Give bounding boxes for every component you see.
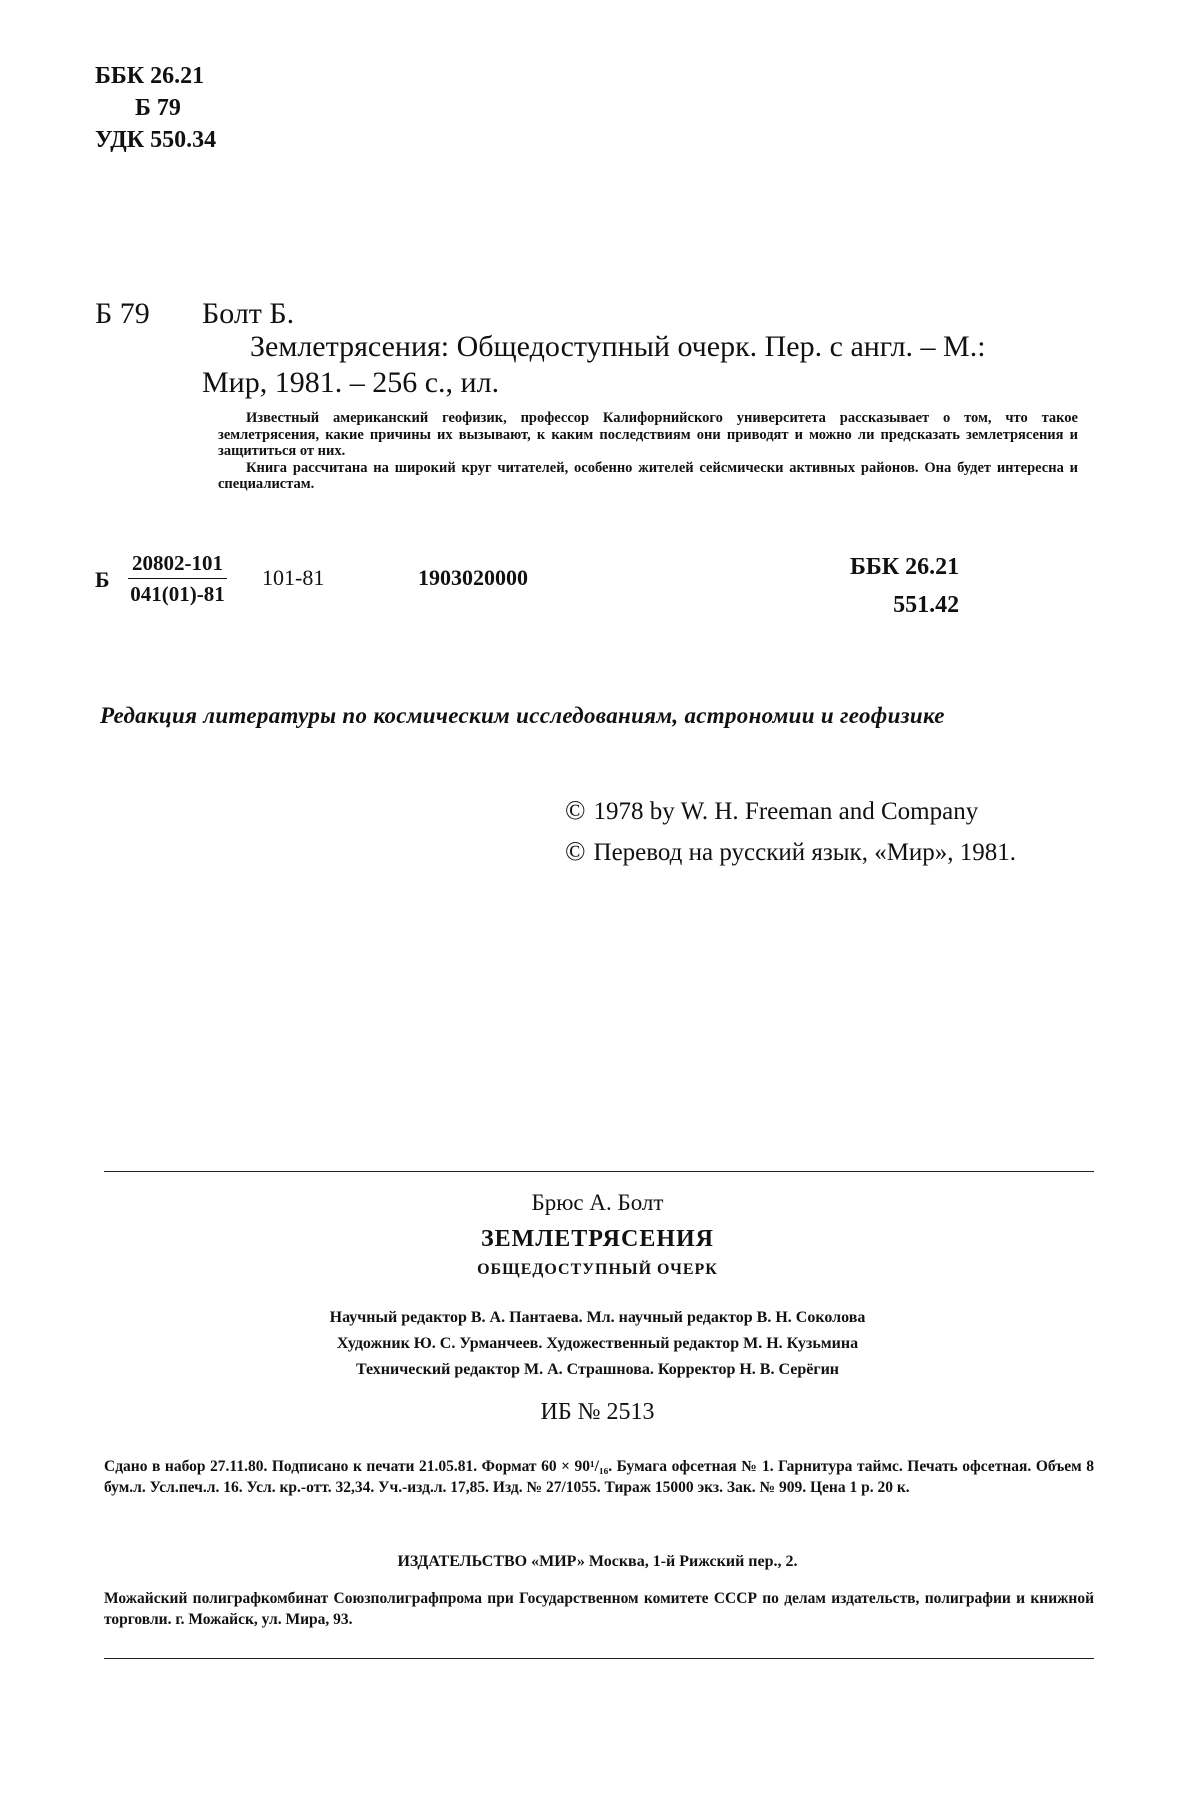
printing-specs: Сдано в набор 27.11.80. Подписано к печати 21.05.81. Формат 60 × 90¹/₁₆. Бумага офсетная № 1. Гарнитура таймс. Печать офсетная. Объем 8 бум.л. Усл.печ.л. 16. Усл. кр.-отт. 32,34. Уч.-изд.л. 17,85. Изд. № 27/1055. Тираж 15000 экз. Зак. № 909. Цена 1 р. 20 к. — [104, 1458, 1094, 1496]
index-prefix: Б — [95, 567, 110, 592]
bbk-block — [850, 548, 959, 624]
staff-line: Технический редактор М. А. Страшнова. Корректор Н. В. Серёгин — [355, 1361, 840, 1378]
index-fraction — [128, 550, 227, 607]
imprint-author: Брюс А. Болт — [531, 1190, 664, 1215]
imprint-subtitle: ОБЩЕДОСТУПНЫЙ ОЧЕРК — [477, 1261, 718, 1278]
copyright-icon: © — [565, 795, 586, 825]
author-mark-code: Б 79 — [135, 95, 181, 121]
catalog-entry-title: Землетрясения: Общедоступный очерк. Пер. с англ. – М.: — [250, 330, 986, 363]
bbk-code-2: ББК 26.21 — [850, 554, 960, 580]
bbk-code: ББК 26.21 — [95, 63, 205, 89]
annotation-paragraph: Книга рассчитана на широкий круг читателей, особенно жителей сейсмически активных районов. Она будет интересна и специалистам. — [218, 459, 1078, 492]
copyright-text: Перевод на русский язык, «Мир», 1981. — [593, 839, 1017, 866]
copyright-icon: © — [565, 836, 586, 866]
printer-line: Можайский полиграфкомбинат Союзполиграфпрома при Государственном комитете СССР по делам издательств, полиграфии и книжной торговли. г. Можайск, ул. Мира, 93. — [104, 1590, 1094, 1628]
staff-line: Научный редактор В. А. Пантаева. Мл. научный редактор В. Н. Соколова — [329, 1309, 866, 1326]
copyright-text: 1978 by W. H. Freeman and Company — [593, 798, 979, 825]
editorial-department: Редакция литературы по космическим исследованиям, астрономии и геофизике — [100, 703, 945, 728]
udk-code: УДК 550.34 — [95, 127, 217, 153]
imprint-title: ЗЕМЛЕТРЯСЕНИЯ — [480, 1226, 715, 1252]
copyright-translation — [565, 836, 1016, 867]
staff-line: Художник Ю. С. Урманчеев. Художественный редактор М. Н. Кузьмина — [336, 1335, 859, 1352]
imprint-staff — [100, 1305, 1095, 1383]
catalog-entry-publication: Мир, 1981. – 256 с., ил. — [202, 366, 500, 399]
catalog-entry-author: Болт Б. — [202, 297, 295, 330]
catalog-annotation — [218, 410, 1078, 493]
index-series: 101-81 — [262, 565, 325, 590]
index-number: 1903020000 — [418, 565, 528, 590]
annotation-paragraph: Известный американский геофизик, профессор Калифорнийского университета рассказывает о том, что такое землетрясения, какие причины их вызывают, к каким последствиям они приводят и можно ли предсказать землетрясения и защититься от них. — [218, 410, 1078, 459]
divider — [104, 1171, 1094, 1172]
classification-codes — [95, 60, 216, 156]
copyright-original — [565, 795, 978, 826]
bbk-subcode: 551.42 — [893, 592, 960, 618]
fraction-numerator: 20802-101 — [128, 550, 227, 579]
divider — [104, 1658, 1094, 1659]
imprint-block — [100, 1180, 1095, 1426]
ib-number: ИБ № 2513 — [540, 1399, 655, 1425]
catalog-entry-code: Б 79 — [95, 297, 150, 330]
publisher-line: ИЗДАТЕЛЬСТВО «МИР» Москва, 1-й Рижский пер., 2. — [397, 1553, 798, 1570]
fraction-denominator: 041(01)-81 — [130, 582, 225, 606]
